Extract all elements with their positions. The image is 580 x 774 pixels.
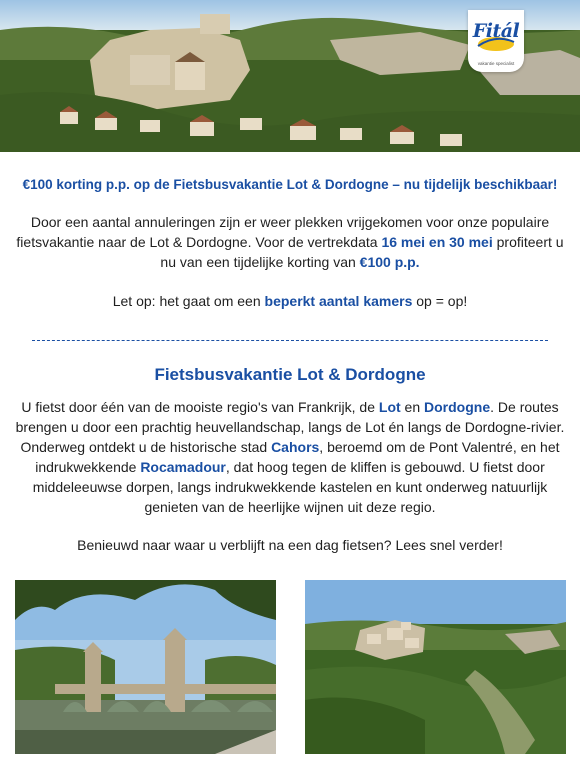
intro-text-1: Door een aantal annuleringen zijn er weer plekken vrijgekomen voor onze populaire fietsvakantie naar de Lot & Dordogne. Voor de vertrekdata bbox=[16, 214, 550, 250]
place-dordogne: Dordogne bbox=[424, 399, 491, 415]
place-cahors: Cahors bbox=[271, 439, 320, 455]
note-text-2: op = op! bbox=[412, 293, 468, 309]
logo-tagline: vakantie specialist bbox=[477, 61, 515, 66]
photo-pont-valentre[interactable] bbox=[15, 580, 276, 754]
tour-description bbox=[6, 397, 574, 517]
offer-headline: €100 korting p.p. op de Fietsbusvakantie Lot & Dordogne – nu tijdelijk beschikbaar! bbox=[22, 177, 558, 192]
desc-text-2: en bbox=[400, 399, 425, 415]
limited-rooms-emphasis: beperkt aantal kamers bbox=[264, 293, 413, 309]
desc-text-3: . De routes brengen u door een prachtig heuvellandschap, langs de Lot én langs de Dordogne-rivier. Onderweg ontdekt u de historische stad bbox=[15, 399, 565, 455]
read-more-teaser: Benieuwd naar waar u verblijft na een dag fietsen? Lees snel verder! bbox=[77, 537, 503, 553]
intro-paragraph bbox=[10, 212, 570, 272]
desc-text-5: , dat hoog tegen de kliffen is gebouwd. U fietst door middeleeuwse dorpen, langs indrukwekkende kastelen en kunt onderweg natuurlijk genieten van de heerlijke wijnen uit deze regio. bbox=[32, 459, 548, 515]
logo-wordmark: Fitál bbox=[472, 20, 520, 42]
fital-logo[interactable] bbox=[468, 10, 524, 72]
desc-text-4: , beroemd om de Pont Valentré, en het indrukwekkende bbox=[35, 439, 560, 475]
place-lot: Lot bbox=[378, 399, 401, 415]
note-text-1: Let op: het gaat om een bbox=[112, 293, 265, 309]
photo-rocamadour[interactable] bbox=[305, 580, 566, 754]
availability-note bbox=[10, 291, 570, 311]
departure-dates: 16 mei en 30 mei bbox=[381, 234, 493, 250]
hero-image bbox=[0, 0, 580, 152]
dashed-divider bbox=[32, 340, 548, 341]
intro-text-2: profiteert u nu van een tijdelijke korting van bbox=[160, 234, 564, 270]
discount-amount: €100 p.p. bbox=[359, 254, 420, 270]
place-rocamadour: Rocamadour bbox=[140, 459, 226, 475]
section-title: Fietsbusvakantie Lot & Dordogne bbox=[154, 365, 426, 384]
desc-text-1: U fietst door één van de mooiste regio's van Frankrijk, de bbox=[21, 399, 379, 415]
